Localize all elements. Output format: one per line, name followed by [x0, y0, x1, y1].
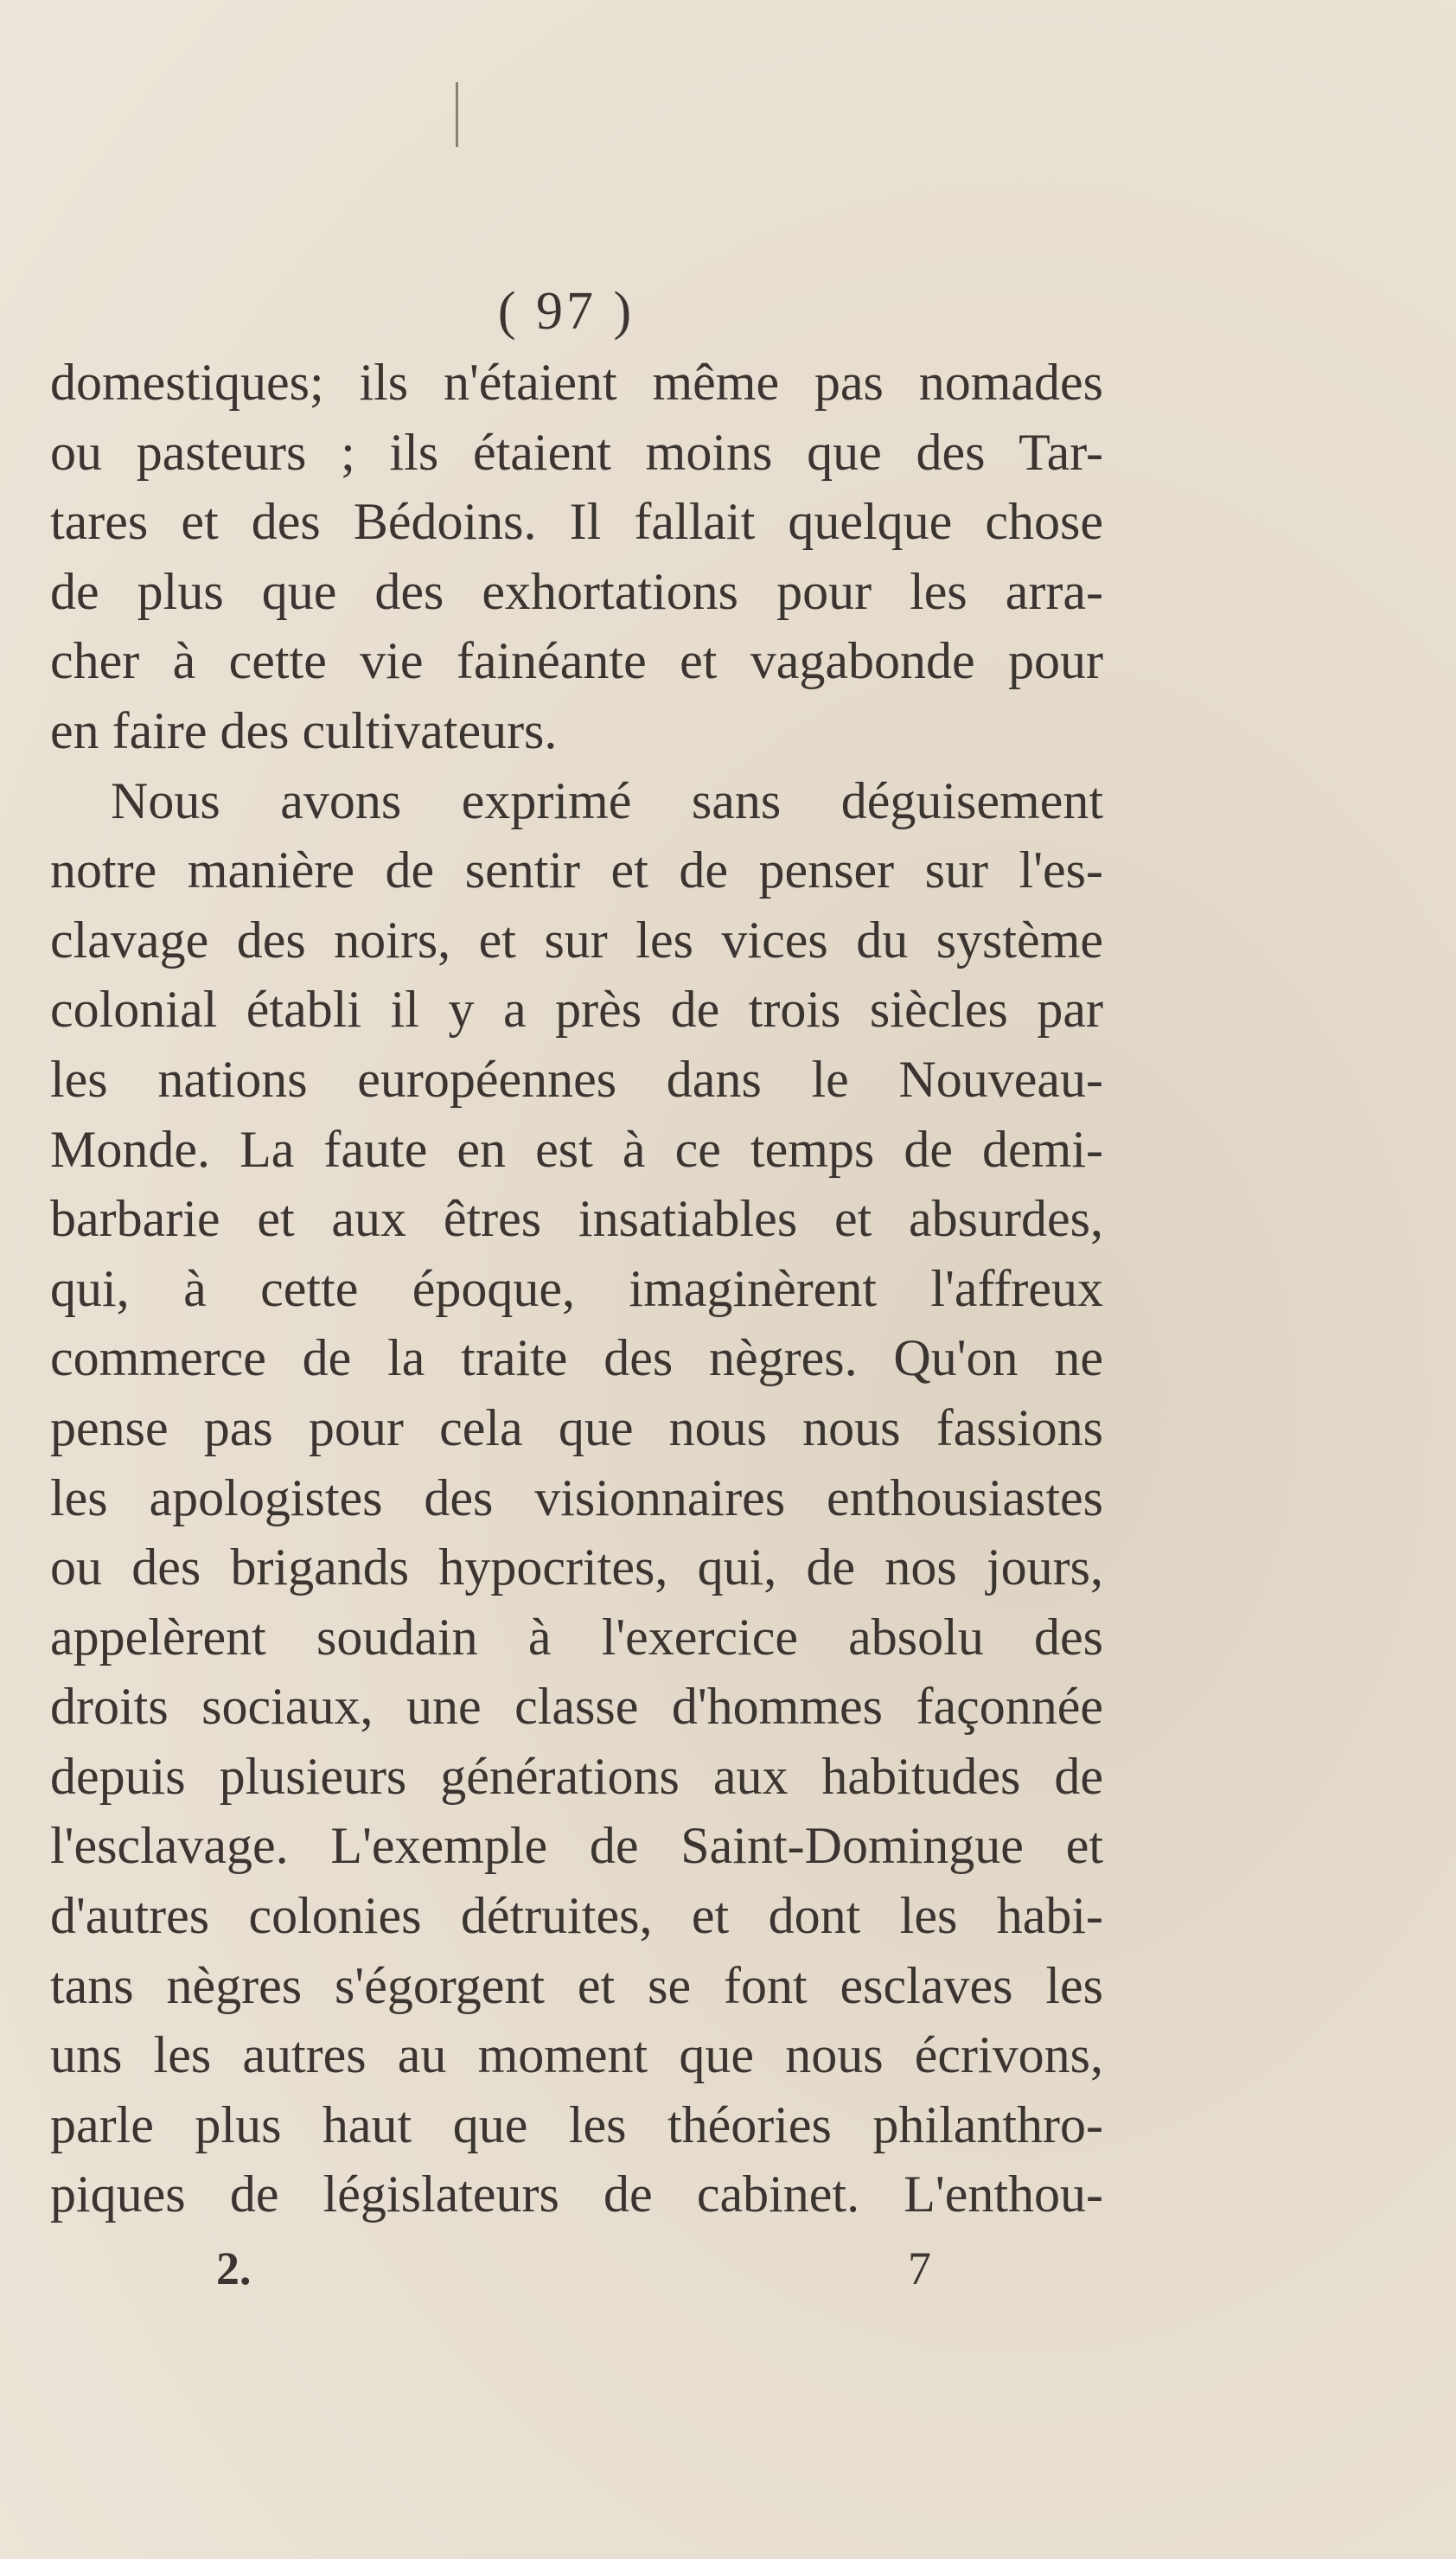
text-line: ou des brigands hypocrites, qui, de nos jours, — [50, 1539, 1103, 1596]
text-line: barbarie et aux êtres insatiables et absurdes, — [50, 1190, 1103, 1248]
text-line: de plus que des exhortations pour les arra- — [50, 562, 1103, 620]
gathering-number: 7 — [908, 2242, 931, 2294]
text-line: commerce de la traite des nègres. Qu'on ne — [50, 1329, 1103, 1387]
text-line: pense pas pour cela que nous nous fassions — [50, 1398, 1103, 1456]
text-line: en faire des cultivateurs. — [50, 701, 558, 759]
text-line: les apologistes des visionnaires enthousiastes — [50, 1468, 1103, 1526]
page-number: ( 97 ) — [497, 282, 635, 341]
text-line: tans nègres s'égorgent et se font esclaves les — [50, 1956, 1103, 2014]
text-line: les nations européennes dans le Nouveau- — [50, 1050, 1103, 1108]
text-line: Monde. La faute en est à ce temps de demi- — [50, 1120, 1103, 1178]
text-line: clavage des noirs, et sur les vices du système — [50, 911, 1103, 969]
text-line: notre manière de sentir et de penser sur l'es- — [50, 841, 1103, 899]
text-line: domestiques; ils n'étaient même pas nomades — [50, 354, 1103, 411]
signature-mark: 2. — [216, 2242, 252, 2294]
page-blemish — [456, 82, 458, 147]
text-line: ou pasteurs ; ils étaient moins que des Tar- — [50, 423, 1103, 481]
text-line: l'esclavage. L'exemple de Saint-Domingue et — [50, 1817, 1103, 1875]
text-line: tares et des Bédoins. Il fallait quelque chose — [50, 493, 1103, 551]
paragraph-first-line: Nous avons exprimé sans déguisement — [111, 771, 1103, 829]
text-line: parle plus haut que les théories philanthro- — [50, 2095, 1103, 2153]
text-line: cher à cette vie fainéante et vagabonde pour — [50, 632, 1103, 690]
text-line: depuis plusieurs générations aux habitudes de — [50, 1747, 1103, 1805]
body-text — [50, 348, 1103, 2230]
text-line: colonial établi il y a près de trois siècles par — [50, 981, 1103, 1039]
text-line: droits sociaux, une classe d'hommes façonnée — [50, 1678, 1103, 1736]
text-line: qui, à cette époque, imaginèrent l'affreux — [50, 1259, 1103, 1317]
text-line: appelèrent soudain à l'exercice absolu des — [50, 1608, 1103, 1666]
text-line: piques de législateurs de cabinet. L'enthou- — [50, 2166, 1103, 2223]
text-line: uns les autres au moment que nous écrivons, — [50, 2026, 1103, 2084]
text-line: d'autres colonies détruites, et dont les habi- — [50, 1887, 1103, 1945]
